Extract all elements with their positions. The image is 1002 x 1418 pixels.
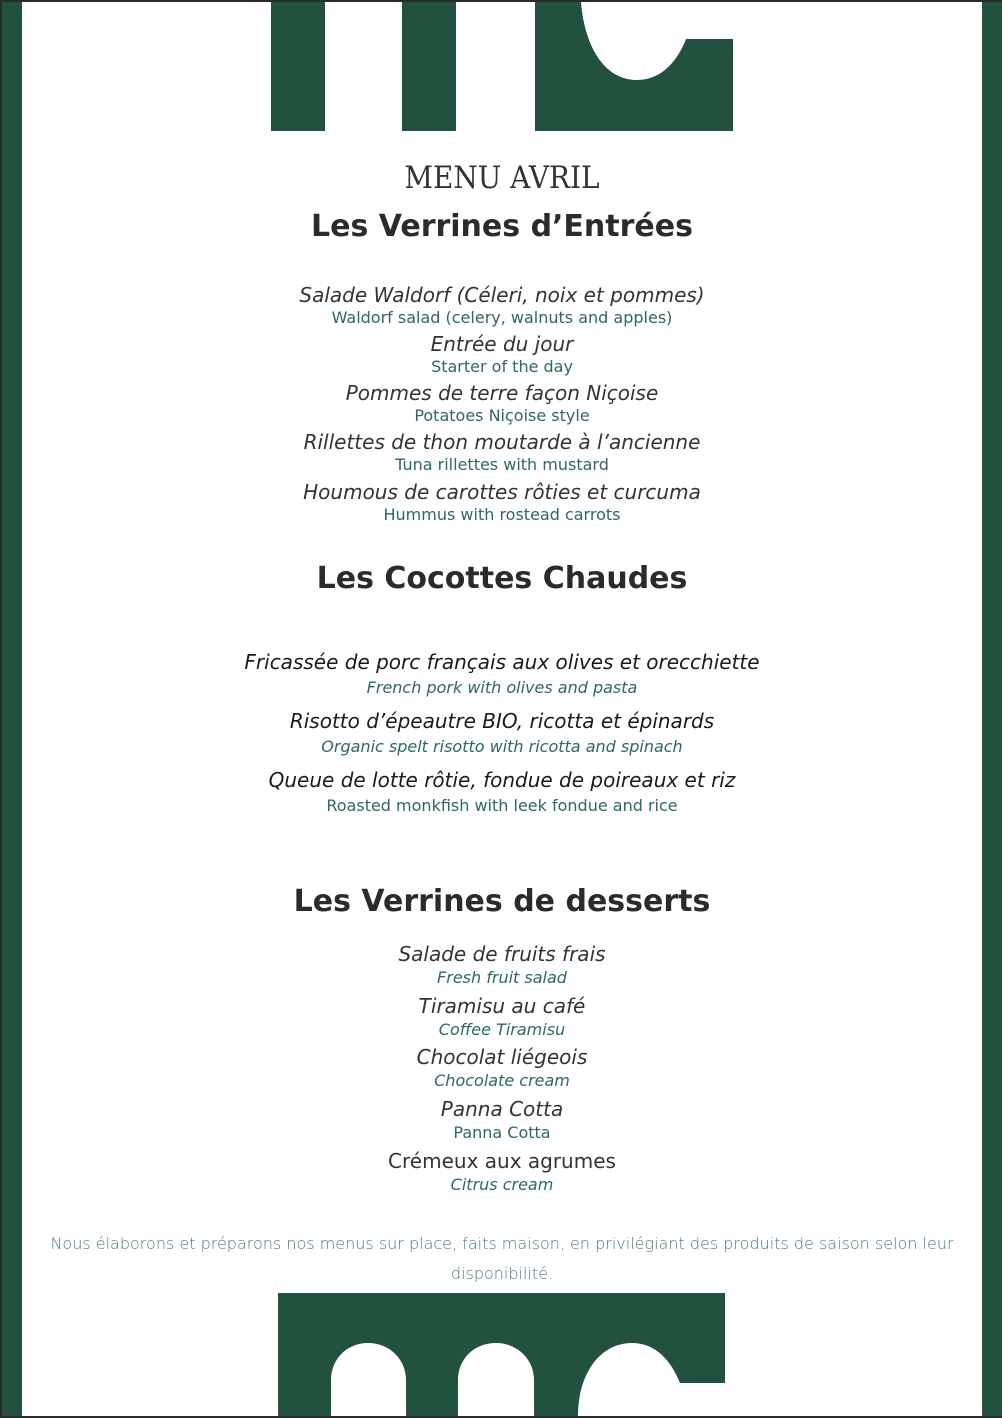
menu-page [2, 2, 1002, 1416]
menu-item [22, 652, 982, 696]
menu-item [22, 1099, 982, 1141]
left-green-border [2, 2, 22, 1416]
item-name-en: Starter of the day [431, 357, 573, 376]
item-name-en: French pork with olives and pasta [366, 678, 638, 697]
menu-item [22, 285, 982, 326]
menu-item [22, 711, 982, 755]
item-name-fr: Risotto d’épeautre BIO, ricotta et épinards [289, 709, 715, 733]
item-name-fr: Queue de lotte rôtie, fondue de poireaux et riz [268, 768, 736, 792]
item-name-fr: Pommes de terre façon Niçoise [345, 381, 659, 405]
menu-item [22, 1151, 982, 1193]
item-name-en: Hummus with rostead carrots [383, 505, 621, 524]
section-heading-desserts: Les Verrines de desserts [293, 884, 711, 919]
item-name-en: Roasted monkfish with leek fondue and rice [326, 796, 678, 815]
section-heading-entrees: Les Verrines d’Entrées [311, 209, 693, 244]
item-name-en: Chocolate cream [434, 1071, 570, 1090]
item-name-en: Potatoes Niçoise style [414, 406, 590, 425]
item-name-fr: Rillettes de thon moutarde à l’ancienne [303, 430, 701, 454]
item-name-fr: Entrée du jour [430, 332, 574, 356]
section-heading-cocottes: Les Cocottes Chaudes [316, 561, 688, 596]
item-name-fr: Tiramisu au café [418, 994, 586, 1018]
item-name-fr: Crémeux aux agrumes [388, 1149, 616, 1173]
menu-item [22, 432, 982, 473]
menu-item [22, 334, 982, 375]
logo-c-shape [535, 2, 733, 131]
item-name-fr: Chocolat liégeois [416, 1045, 588, 1069]
item-name-en: Fresh fruit salad [437, 968, 567, 987]
footer-note-line-1: Nous élaborons et préparons nos menus sur place, faits maison, en privilégiant des produits de saison selon leur [50, 1234, 954, 1253]
logo-arches-shape [278, 1293, 725, 1416]
item-name-fr: Salade Waldorf (Céleri, noix et pommes) [299, 283, 705, 307]
footer-note-line-2: disponibilité. [450, 1264, 554, 1283]
menu-item [22, 770, 982, 814]
item-name-fr: Salade de fruits frais [398, 942, 606, 966]
item-name-en: Citrus cream [450, 1175, 554, 1194]
item-name-en: Waldorf salad (celery, walnuts and apples) [331, 308, 673, 327]
menu-title: MENU AVRIL [404, 160, 600, 196]
item-name-en: Panna Cotta [453, 1123, 551, 1142]
item-name-fr: Panna Cotta [440, 1097, 564, 1121]
menu-item [22, 996, 982, 1038]
logo-bar-1 [271, 2, 325, 131]
item-name-fr: Houmous de carottes rôties et curcuma [303, 480, 701, 504]
top-logo-graphic [2, 2, 1002, 142]
menu-item [22, 944, 982, 986]
item-name-en: Organic spelt risotto with ricotta and spinach [321, 737, 683, 756]
logo-bar-2 [402, 2, 456, 131]
menu-item [22, 383, 982, 424]
item-name-en: Coffee Tiramisu [438, 1020, 566, 1039]
right-green-border [982, 2, 1002, 1416]
menu-item [22, 482, 982, 523]
item-name-en: Tuna rillettes with mustard [395, 455, 609, 474]
item-name-fr: Fricassée de porc français aux olives et orecchiette [244, 650, 760, 674]
menu-item [22, 1047, 982, 1089]
